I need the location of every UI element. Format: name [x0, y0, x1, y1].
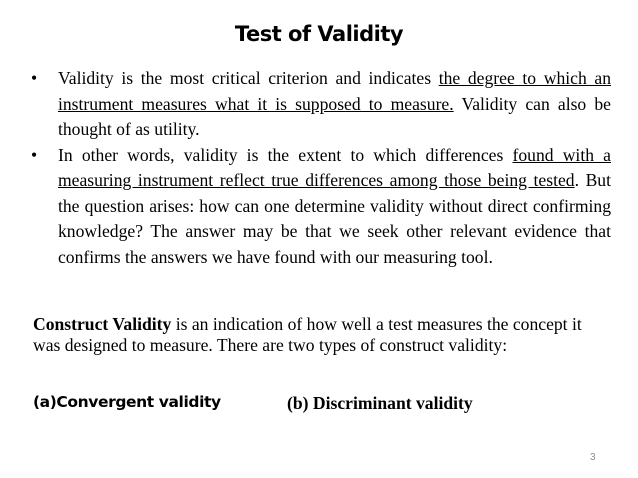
validity-types-row — [33, 393, 613, 417]
construct-validity-term: Construct Validity — [33, 314, 172, 334]
bullet-text: In other words, validity is the extent to which differences — [58, 144, 513, 165]
underlined-text: the degree to which an instrument measures what it is supposed to measure. — [58, 68, 611, 114]
bullet-text: Validity can also be thought of as utility. — [58, 93, 611, 139]
construct-validity-definition: is an indication of how well a test measures the concept it was designed to measure. There are two types of construct validity: — [33, 314, 582, 355]
bullet-item-validity-definition — [31, 66, 611, 143]
page-number: 3 — [590, 452, 596, 463]
convergent-validity-label: (a)Convergent validity — [33, 393, 221, 411]
bullet-item-validity-extent — [31, 143, 611, 271]
bullet-dot-icon: • — [31, 144, 38, 165]
bullet-dot-icon: • — [31, 68, 38, 88]
discriminant-validity-label: (b) Discriminant validity — [287, 393, 473, 413]
underlined-text: found with a measuring instrument reflect true differences among those being tested — [58, 144, 611, 190]
bullet-text: knowledge? The answer may be that we seek other relevant evidence that confirms the answers we have found with our measuring tool. — [58, 221, 611, 267]
bullet-list — [31, 66, 611, 270]
bullet-text: Validity is the most critical criterion and indicates — [58, 68, 439, 88]
slide-title: Test of Validity — [234, 22, 404, 46]
bullet-text: . But the question arises: how can one determine validity without direct confirming — [58, 170, 611, 216]
construct-validity-paragraph — [33, 314, 613, 355]
